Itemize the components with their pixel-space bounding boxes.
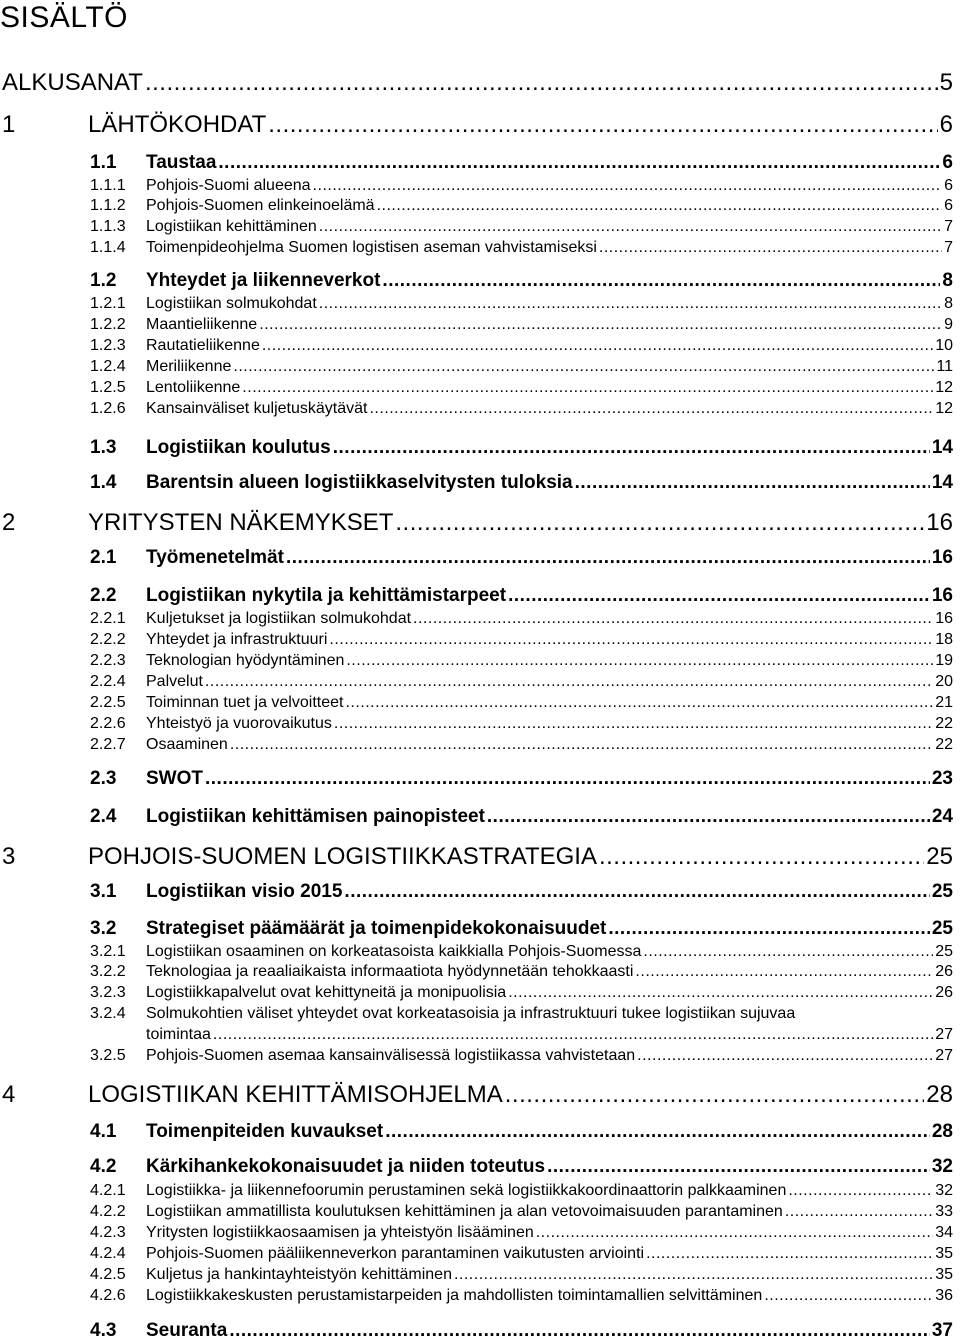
dot-leader <box>213 1027 933 1043</box>
toc-entry-number: 1.2.4 <box>90 358 126 375</box>
toc-entry-number: 1.2.3 <box>90 337 126 354</box>
toc-entry-page: 27 <box>935 1047 953 1064</box>
toc-entry-title: Osaaminen <box>146 736 228 753</box>
toc-entry-number: 2.2.5 <box>90 694 126 711</box>
toc-entry-title: Logistiikan solmukohdat <box>146 295 317 312</box>
toc-entry[interactable] <box>90 473 953 492</box>
dot-leader <box>454 1267 933 1283</box>
toc-entry-number: 3.2.2 <box>90 963 126 980</box>
toc-entry-number: 1.4 <box>90 472 117 493</box>
dot-leader <box>233 359 934 375</box>
toc-entry-title: Lentoliikenne <box>146 379 241 396</box>
toc-entry-page: 25 <box>931 881 953 902</box>
toc-entry-title: Kärkihankekokonaisuudet ja niiden toteutus <box>146 1156 546 1177</box>
toc-entry-page: 7 <box>944 218 953 235</box>
toc-entry-title: YRITYSTEN NÄKEMYKSET <box>88 509 394 536</box>
toc-entry-page: 8 <box>944 295 953 312</box>
toc-entry-page: 19 <box>935 652 953 669</box>
toc-entry-page: 26 <box>935 984 953 1001</box>
toc-entry-title: POHJOIS-SUOMEN LOGISTIIKKASTRATEGIA <box>88 843 597 870</box>
toc-entry-page: 25 <box>931 918 953 939</box>
toc-entry-number: 3.2.4 <box>90 1005 126 1022</box>
toc-entry[interactable] <box>90 1006 953 1022</box>
toc-entry-page: 25 <box>926 843 953 870</box>
toc-entry-number: 2.2.2 <box>90 631 126 648</box>
toc-entry-page: 37 <box>931 1320 953 1341</box>
toc-entry-title: Yritysten logistiikkaosaamisen ja yhteistyön lisääminen <box>146 1224 534 1241</box>
toc-entry[interactable] <box>2 71 953 95</box>
toc-entry-title: Yhteydet ja liikenneverkot <box>146 270 381 291</box>
dot-leader <box>382 271 940 290</box>
dot-leader <box>242 380 933 396</box>
toc-entry-title: Toimenpideohjelma Suomen logistisen aseman vahvistamiseksi <box>146 239 597 256</box>
toc-entry-number: 4.2.5 <box>90 1266 126 1283</box>
toc-entry-page: 10 <box>935 337 953 354</box>
toc-entry-title: Strategiset päämäärät ja toimenpidekokonaisuudet <box>146 918 607 939</box>
toc-entry[interactable] <box>90 219 953 235</box>
toc-entry[interactable] <box>90 695 953 711</box>
dot-leader <box>635 964 933 980</box>
dot-leader <box>385 1122 930 1141</box>
dot-leader <box>487 807 930 826</box>
toc-entry-number: 4.2.3 <box>90 1224 126 1241</box>
dot-leader <box>334 716 933 732</box>
toc-entry-title: Maantieliikenne <box>146 316 258 333</box>
toc-entry-number: 1.2.5 <box>90 379 126 396</box>
toc-entry-number: 4.3 <box>90 1320 117 1341</box>
toc-entry-number: 2.2.3 <box>90 652 126 669</box>
dot-leader <box>218 153 940 172</box>
toc-entry-number: 4.2.1 <box>90 1182 126 1199</box>
toc-entry-page: 6 <box>939 111 953 138</box>
toc-entry[interactable] <box>90 1267 953 1283</box>
toc-entry-page: 28 <box>931 1121 953 1142</box>
toc-entry-number: 2.1 <box>90 547 117 568</box>
toc-entry[interactable] <box>90 317 953 333</box>
toc-entry[interactable] <box>90 611 953 627</box>
toc-entry-title-continued: toimintaa <box>146 1026 211 1043</box>
toc-entry[interactable] <box>90 548 953 567</box>
dot-leader <box>413 611 933 627</box>
toc-entry-page: 9 <box>944 316 953 333</box>
toc-entry-title: Taustaa <box>146 152 217 173</box>
toc-entry-page: 12 <box>935 400 953 417</box>
toc-entry-title: Barentsin alueen logistiikkaselvitysten tuloksia <box>146 472 573 493</box>
toc-entry-number: 1.1.4 <box>90 239 126 256</box>
toc-entry-page: 26 <box>935 963 953 980</box>
toc-entry[interactable] <box>90 882 953 901</box>
toc-entry-page: 33 <box>935 1203 953 1220</box>
toc-entry-title: Seuranta <box>146 1320 228 1341</box>
toc-entry-page: 28 <box>926 1081 953 1108</box>
toc-entry-title: Toimenpiteiden kuvaukset <box>146 1121 384 1142</box>
toc-entry[interactable] <box>90 1183 953 1199</box>
dot-leader <box>369 401 933 417</box>
toc-entry[interactable] <box>2 845 953 869</box>
toc-entry[interactable] <box>90 964 953 980</box>
dot-leader <box>319 219 942 235</box>
toc-entry-title: SWOT <box>146 768 203 789</box>
dot-leader <box>508 586 930 605</box>
toc-entry-number: 1.2.6 <box>90 400 126 417</box>
toc-entry-title: Logistiikan ammatillista koulutuksen kehittäminen ja alan vetovoimaisuuden parantaminen <box>146 1203 783 1220</box>
dot-leader <box>599 845 924 869</box>
toc-entry-number: 1.1 <box>90 152 117 173</box>
toc-entry[interactable] <box>90 716 953 732</box>
toc-entry-title: Pohjois-Suomi alueena <box>146 177 311 194</box>
dot-leader <box>536 1225 933 1241</box>
toc-entry-title: Logistiikkapalvelut ovat kehittyneitä ja monipuolisia <box>146 984 507 1001</box>
toc-entry-number: 2.2 <box>90 585 117 606</box>
dot-leader <box>599 240 942 256</box>
toc-entry-title: Työmenetelmät <box>146 547 284 568</box>
toc-entry-number: 4.2.6 <box>90 1287 126 1304</box>
toc-entry-page: 16 <box>931 547 953 568</box>
toc-entry-number: 2.2.4 <box>90 673 126 690</box>
toc-entry-title: Palvelut <box>146 673 203 690</box>
toc-entry-title: Logistiikan kehittäminen <box>146 218 317 235</box>
toc-entry-page: 14 <box>931 437 953 458</box>
toc-entry[interactable] <box>90 586 953 605</box>
toc-entry-page: 20 <box>935 673 953 690</box>
toc-entry-title: Kuljetus ja hankintayhteistyön kehittäminen <box>146 1266 452 1283</box>
dot-leader <box>646 1246 933 1262</box>
toc-entry[interactable] <box>90 985 953 1001</box>
toc-entry-page: 34 <box>935 1224 953 1241</box>
toc-entry-number: ALKUSANAT <box>2 69 143 96</box>
toc-entry[interactable] <box>90 1204 953 1220</box>
dot-leader <box>145 71 938 95</box>
toc-entry-page: 35 <box>935 1266 953 1283</box>
dot-leader <box>344 882 929 901</box>
toc-entry-page: 8 <box>942 270 953 291</box>
toc-entry[interactable] <box>90 1321 953 1340</box>
toc-entry-title: Kansainväliset kuljetuskäytävät <box>146 400 368 417</box>
dot-leader <box>395 511 924 535</box>
toc-entry-number: 2.3 <box>90 768 117 789</box>
dot-leader <box>329 632 933 648</box>
toc-entry-number: 3.2.3 <box>90 984 126 1001</box>
dot-leader <box>286 548 930 567</box>
dot-leader <box>637 1048 933 1064</box>
dot-leader <box>547 1157 930 1176</box>
toc-entry-number: 3.1 <box>90 881 117 902</box>
toc-entry[interactable] <box>90 919 953 938</box>
toc-entry-page: 7 <box>944 239 953 256</box>
toc-entry-number: 3 <box>2 843 16 870</box>
toc-entry[interactable] <box>90 198 953 214</box>
toc-entry-page: 27 <box>935 1026 953 1043</box>
toc-entry[interactable] <box>90 240 953 256</box>
dot-leader <box>333 438 930 457</box>
toc-entry[interactable] <box>90 1246 953 1262</box>
toc-entry[interactable] <box>90 359 953 375</box>
dot-leader <box>508 985 933 1001</box>
toc-entry[interactable] <box>90 380 953 396</box>
toc-entry-title: Meriliikenne <box>146 358 232 375</box>
toc-entry-page: 21 <box>935 694 953 711</box>
toc-entry-title: Toiminnan tuet ja velvoitteet <box>146 694 344 711</box>
toc-entry-number: 2.2.6 <box>90 715 126 732</box>
toc-entry-number: 4.2 <box>90 1156 117 1177</box>
dot-leader <box>319 296 942 312</box>
toc-entry-title: Logistiikan kehittämisen painopisteet <box>146 806 485 827</box>
toc-entry-number: 1.1.1 <box>90 177 126 194</box>
toc-entry[interactable] <box>90 438 953 457</box>
toc-entry-title: Yhteistyö ja vuorovaikutus <box>146 715 332 732</box>
toc-entry[interactable] <box>90 178 953 194</box>
toc-entry-number: 1.2.1 <box>90 295 126 312</box>
toc-entry-number: 1.2.2 <box>90 316 126 333</box>
dot-leader <box>505 1083 925 1107</box>
dot-leader <box>575 473 930 492</box>
toc-entry-title: Logistiikan visio 2015 <box>146 881 343 902</box>
toc-entry-number: 1 <box>2 111 16 138</box>
toc-entry-title: Logistiikan nykytila ja kehittämistarpeet <box>146 585 507 606</box>
toc-entry[interactable] <box>90 1288 953 1304</box>
toc-entry-title: Logistiikkakeskusten perustamistarpeiden ja mahdollisten toimintamallien selvittäminen <box>146 1287 763 1304</box>
dot-leader <box>346 653 933 669</box>
toc-entry-page: 6 <box>942 152 953 173</box>
toc-entry-title: Pohjois-Suomen asemaa kansainvälisessä logistiikassa vahvistetaan <box>146 1047 636 1064</box>
toc-entry-number: 3.2 <box>90 918 117 939</box>
dot-leader <box>377 198 943 214</box>
dot-leader <box>764 1288 933 1304</box>
toc-entry-page: 14 <box>931 472 953 493</box>
dot-leader <box>313 178 943 194</box>
toc-entry-page: 36 <box>935 1287 953 1304</box>
toc-entry-number: 4.2.2 <box>90 1203 126 1220</box>
dot-leader <box>785 1204 933 1220</box>
toc-entry-number: 2 <box>2 509 16 536</box>
toc-entry-page: 5 <box>939 69 953 96</box>
toc-entry-page: 18 <box>935 631 953 648</box>
toc-title: SISÄLTÖ <box>0 1 128 34</box>
toc-entry-continuation <box>146 1027 953 1043</box>
toc-entry[interactable] <box>90 1225 953 1241</box>
toc-entry-page: 16 <box>926 509 953 536</box>
toc-entry[interactable] <box>90 769 953 788</box>
toc-entry[interactable] <box>90 653 953 669</box>
toc-entry-title: Solmukohtien väliset yhteydet ovat korkeatasoisia ja infrastruktuuri tukee logistiikan sujuvaa <box>146 1005 796 1022</box>
dot-leader <box>259 317 942 333</box>
toc-entry[interactable] <box>2 1083 953 1107</box>
toc-entry[interactable] <box>90 1048 953 1064</box>
toc-entry[interactable] <box>90 1122 953 1141</box>
toc-entry-title: Logistiikan koulutus <box>146 437 331 458</box>
toc-entry-number: 1.1.3 <box>90 218 126 235</box>
toc-entry[interactable] <box>90 674 953 690</box>
toc-entry-page: 32 <box>931 1156 953 1177</box>
toc-entry-page: 16 <box>931 585 953 606</box>
toc-entry-title: Yhteydet ja infrastruktuuri <box>146 631 328 648</box>
dot-leader <box>268 113 937 137</box>
toc-entry[interactable] <box>2 113 953 137</box>
toc-entry-page: 35 <box>935 1245 953 1262</box>
toc-entry-number: 4 <box>2 1081 16 1108</box>
dot-leader <box>345 695 933 711</box>
toc-entry-number: 1.1.2 <box>90 197 126 214</box>
toc-entry-page: 22 <box>935 715 953 732</box>
toc-entry-number: 1.2 <box>90 270 117 291</box>
toc-entry-title: Kuljetukset ja logistiikan solmukohdat <box>146 610 412 627</box>
dot-leader <box>205 674 933 690</box>
toc-entry-page: 22 <box>935 736 953 753</box>
toc-entry[interactable] <box>90 296 953 312</box>
dot-leader <box>643 944 933 960</box>
dot-leader <box>608 919 930 938</box>
toc-entry-page: 16 <box>935 610 953 627</box>
dot-leader <box>230 737 933 753</box>
toc-entry-title: Teknologiaa ja reaaliaikaista informaatiota hyödynnetään tehokkaasti <box>146 963 634 980</box>
dot-leader <box>229 1321 930 1340</box>
toc-entry[interactable] <box>90 807 953 826</box>
toc-entry-title: Pohjois-Suomen elinkeinoelämä <box>146 197 375 214</box>
toc-entry-page: 6 <box>944 177 953 194</box>
toc-entry-title: LOGISTIIKAN KEHITTÄMISOHJELMA <box>88 1081 503 1108</box>
toc-entry[interactable] <box>90 737 953 753</box>
toc-entry-number: 2.2.7 <box>90 736 126 753</box>
toc-entry-page: 23 <box>931 768 953 789</box>
toc-entry-number: 1.3 <box>90 437 117 458</box>
toc-entry-number: 4.1 <box>90 1121 117 1142</box>
toc-entry-page: 24 <box>931 806 953 827</box>
toc-entry-page: 12 <box>935 379 953 396</box>
dot-leader <box>788 1183 933 1199</box>
toc-entry-title: Rautatieliikenne <box>146 337 260 354</box>
toc-entry-number: 4.2.4 <box>90 1245 126 1262</box>
toc-entry-title: Pohjois-Suomen pääliikenneverkon parantaminen vaikutusten arviointi <box>146 1245 645 1262</box>
toc-entry-title: LÄHTÖKOHDAT <box>88 111 267 138</box>
toc-entry[interactable] <box>90 271 953 290</box>
toc-entry-page: 6 <box>944 197 953 214</box>
toc-entry[interactable] <box>90 401 953 417</box>
toc-entry-page: 32 <box>935 1182 953 1199</box>
toc-entry-page: 25 <box>935 943 953 960</box>
toc-entry-number: 2.4 <box>90 806 117 827</box>
toc-entry-title: Teknologian hyödyntäminen <box>146 652 345 669</box>
dot-leader <box>205 769 930 788</box>
toc-entry[interactable] <box>2 511 953 535</box>
toc-entry-page: 11 <box>936 358 953 375</box>
toc-entry-number: 3.2.5 <box>90 1047 126 1064</box>
toc-entry[interactable] <box>90 1157 953 1176</box>
toc-entry[interactable] <box>90 944 953 960</box>
toc-entry-number: 3.2.1 <box>90 943 126 960</box>
toc-entry[interactable] <box>90 632 953 648</box>
toc-entry[interactable] <box>90 153 953 172</box>
toc-entry[interactable] <box>90 338 953 354</box>
toc-entry-title: Logistiikka- ja liikennefoorumin perustaminen sekä logistiikkakoordinaattorin palkkaaminen <box>146 1182 787 1199</box>
toc-entry-title: Logistiikan osaaminen on korkeatasoista kaikkialla Pohjois-Suomessa <box>146 943 642 960</box>
dot-leader <box>262 338 933 354</box>
toc-entry-number: 2.2.1 <box>90 610 126 627</box>
